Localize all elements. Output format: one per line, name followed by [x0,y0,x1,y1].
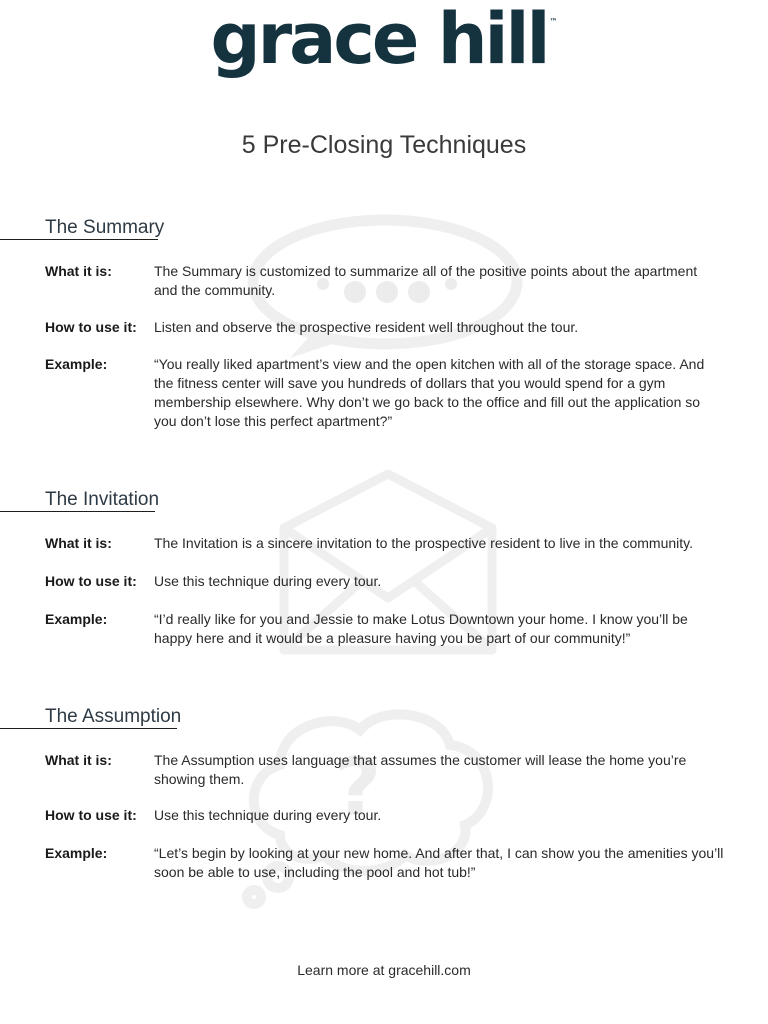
row-value: “You really liked apartment’s view and the open kitchen with all of the storage space. And the fitness center will save you hundreds of dollars that you would spend for a gym membership elsewhere. Why don’t we go back to the office and fill out the application so you don’t lose this perfect apartment?” [154,356,705,429]
row-value: “Let’s begin by looking at your new home. And after that, I can show you the amenities you’ll soon be able to use, including the pool and hot tub!” [154,845,724,880]
section-summary [0,212,768,429]
row-key: Example: [45,356,108,372]
row-value: Listen and observe the prospective resident well throughout the tour. [154,319,579,335]
row-key: Example: [45,611,108,627]
section-heading [0,701,768,729]
footer-link[interactable]: Learn more at gracehill.com [297,962,471,978]
heading-underline [0,728,177,729]
section-heading [0,212,768,240]
svg-text:?: ? [334,741,382,834]
row-key: What it is: [45,752,112,768]
row-value: Use this technique during every tour. [154,573,382,589]
row-key: How to use it: [45,573,137,589]
row-key: Example: [45,845,108,861]
row-value: The Invitation is a sincere invitation to the prospective resident to live in the community. [154,535,694,551]
section-title: The Summary [45,217,165,238]
section-invitation [0,484,768,646]
trademark-mark: ™ [549,17,558,26]
row-value: “I’d really like for you and Jessie to make Lotus Downtown your home. I know you’ll be happy here and it would be a pleasure having you be part of our community!” [154,611,688,646]
row-key: What it is: [45,263,112,279]
heading-underline [0,239,158,240]
section-title: The Invitation [45,489,160,510]
section-assumption [0,701,768,880]
logo-text: grace hill [210,0,548,80]
row-value: Use this technique during every tour. [154,807,382,823]
row-value: The Summary is customized to summarize all of the positive points about the apartment and the community. [154,263,698,298]
row-key: How to use it: [45,319,137,335]
grace-hill-logo [0,0,768,80]
section-title: The Assumption [45,706,182,727]
row-key: What it is: [45,535,112,551]
heading-underline [0,511,155,512]
row-value: The Assumption uses language that assumes the customer will lease the home you’re showing them. [154,752,687,787]
page-title: 5 Pre-Closing Techniques [241,131,527,159]
row-key: How to use it: [45,807,137,823]
section-heading [0,484,768,512]
